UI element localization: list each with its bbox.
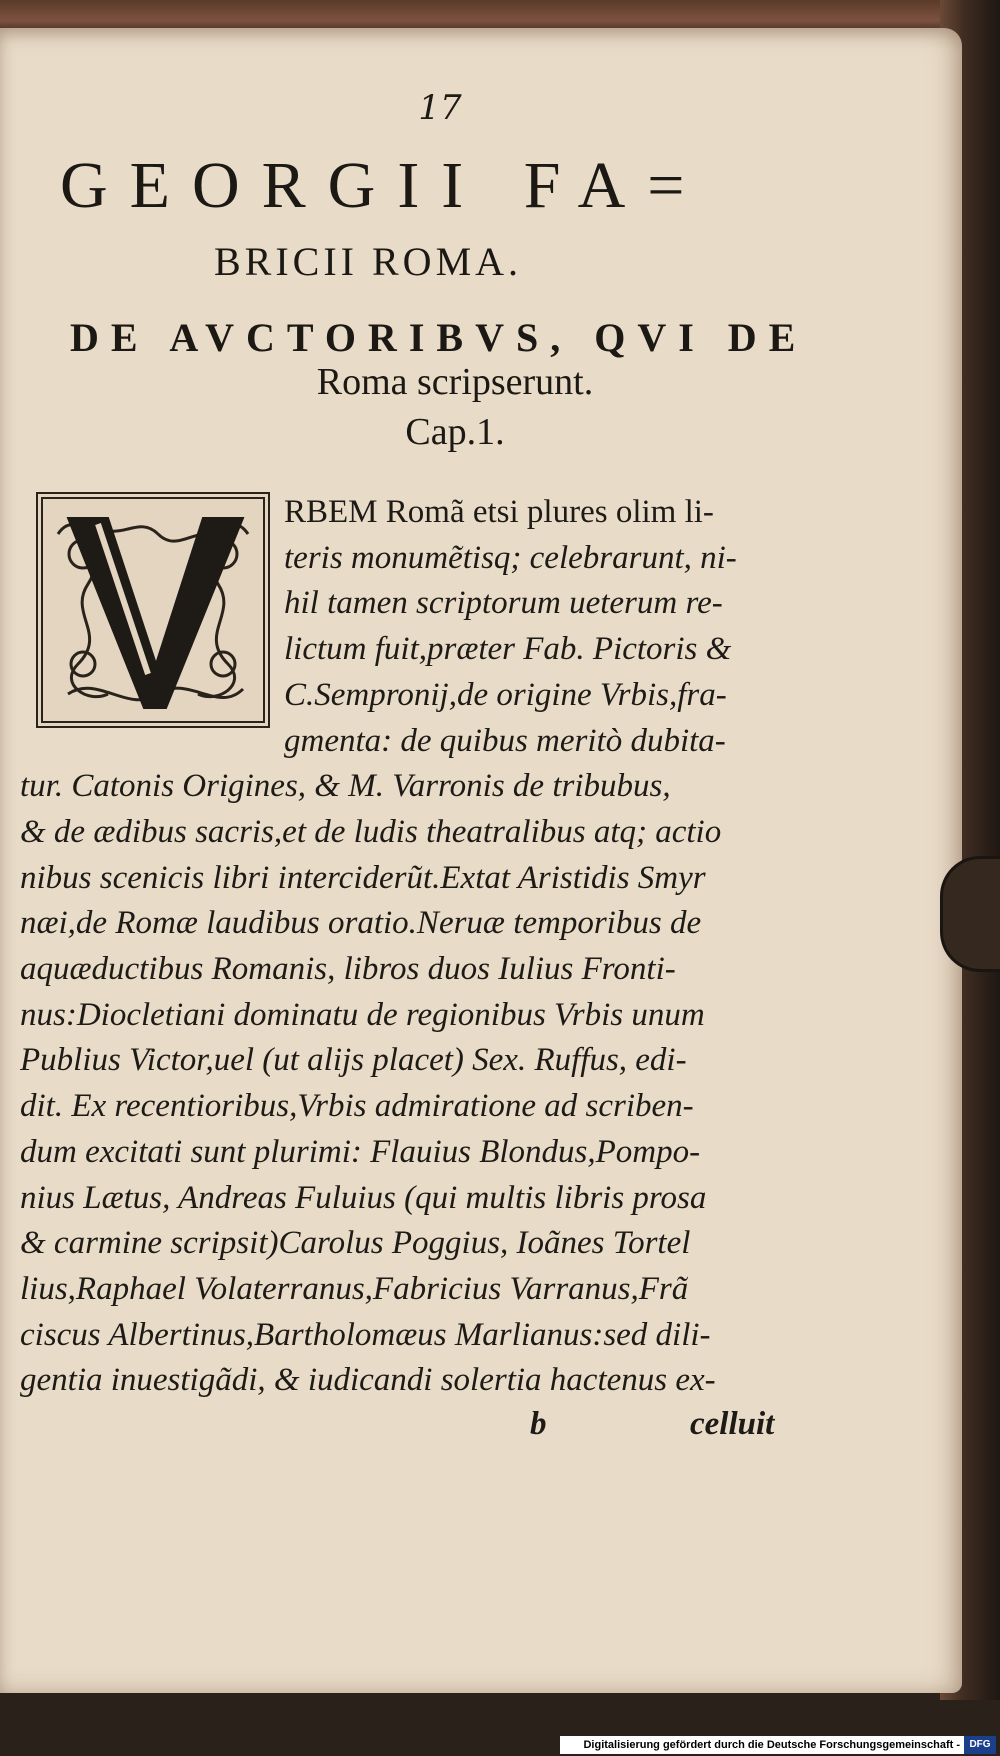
body-line: gentia inuestigãdi, & iudicandi solertia hactenus ex- [20, 1362, 716, 1399]
body-line: lius,Raphael Volaterranus,Fabricius Varranus,Frã [20, 1270, 689, 1307]
body-line: aquæductibus Romanis, libros duos Iulius Fronti- [20, 951, 676, 987]
book-clasp [940, 856, 1000, 972]
dfg-logo: DFG [964, 1736, 996, 1754]
folio-number: 17 [418, 88, 462, 128]
body-line: teris monumẽtisq; celebrarunt, ni- [284, 539, 737, 576]
body-line: tur. Catonis Origines, & M. Varronis de tribubus, [20, 768, 671, 805]
body-line: gmenta: de quibus meritò dubita- [284, 722, 726, 759]
chapter-heading-line-1: DE AVCTORIBVS, QVI DE [70, 315, 808, 360]
body-line: nus:Diocletiani dominatu de regionibus Vrbis unum [20, 996, 705, 1033]
chapter-number: Cap.1. [405, 411, 505, 453]
body-line: & carmine scripsit)Carolus Poggius, Ioãnes Tortel [20, 1225, 691, 1262]
body-line: dit. Ex recentioribus,Vrbis admiratione ad scriben- [20, 1088, 694, 1125]
body-line: hil tamen scriptorum ueterum re- [284, 585, 723, 622]
body-line: nibus scenicis libri interciderũt.Extat Aristidis Smyr [20, 859, 706, 896]
body-line: næi,de Romæ laudibus oratio.Neruæ temporibus de [20, 905, 702, 942]
body-line: ciscus Albertinus,Bartholomæus Marlianus:sed dili- [20, 1316, 711, 1353]
catchword: celluit [690, 1406, 775, 1442]
body-line: lictum fuit,præter Fab. Pictoris & [284, 631, 732, 668]
body-line: nius Lætus, Andreas Fuluius (qui multis libris prosa [20, 1179, 707, 1216]
body-line: dum excitati sunt plurimi: Flauius Blondus,Pompo- [20, 1133, 701, 1170]
body-line: RBEM Romã etsi plures olim li- [284, 494, 714, 530]
signature-mark: b [530, 1406, 547, 1442]
title-line-1: GEORGII FA= [60, 149, 707, 222]
initial-ornament-icon [38, 494, 268, 726]
title-line-2: BRICII ROMA. [214, 239, 523, 284]
body-line: & de ædibus sacris,et de ludis theatralibus atq; actio [20, 813, 722, 850]
chapter-heading-line-2: Roma scripserunt. [316, 361, 594, 403]
body-line: C.Sempronij,de origine Vrbis,fra- [284, 676, 727, 713]
digitization-credit: Digitalisierung gefördert durch die Deutsche Forschungsgemeinschaft - [560, 1736, 964, 1754]
body-line: Publius Victor,uel (ut alijs placet) Sex. Ruffus, edi- [20, 1042, 687, 1079]
decorated-initial-v [36, 492, 270, 728]
